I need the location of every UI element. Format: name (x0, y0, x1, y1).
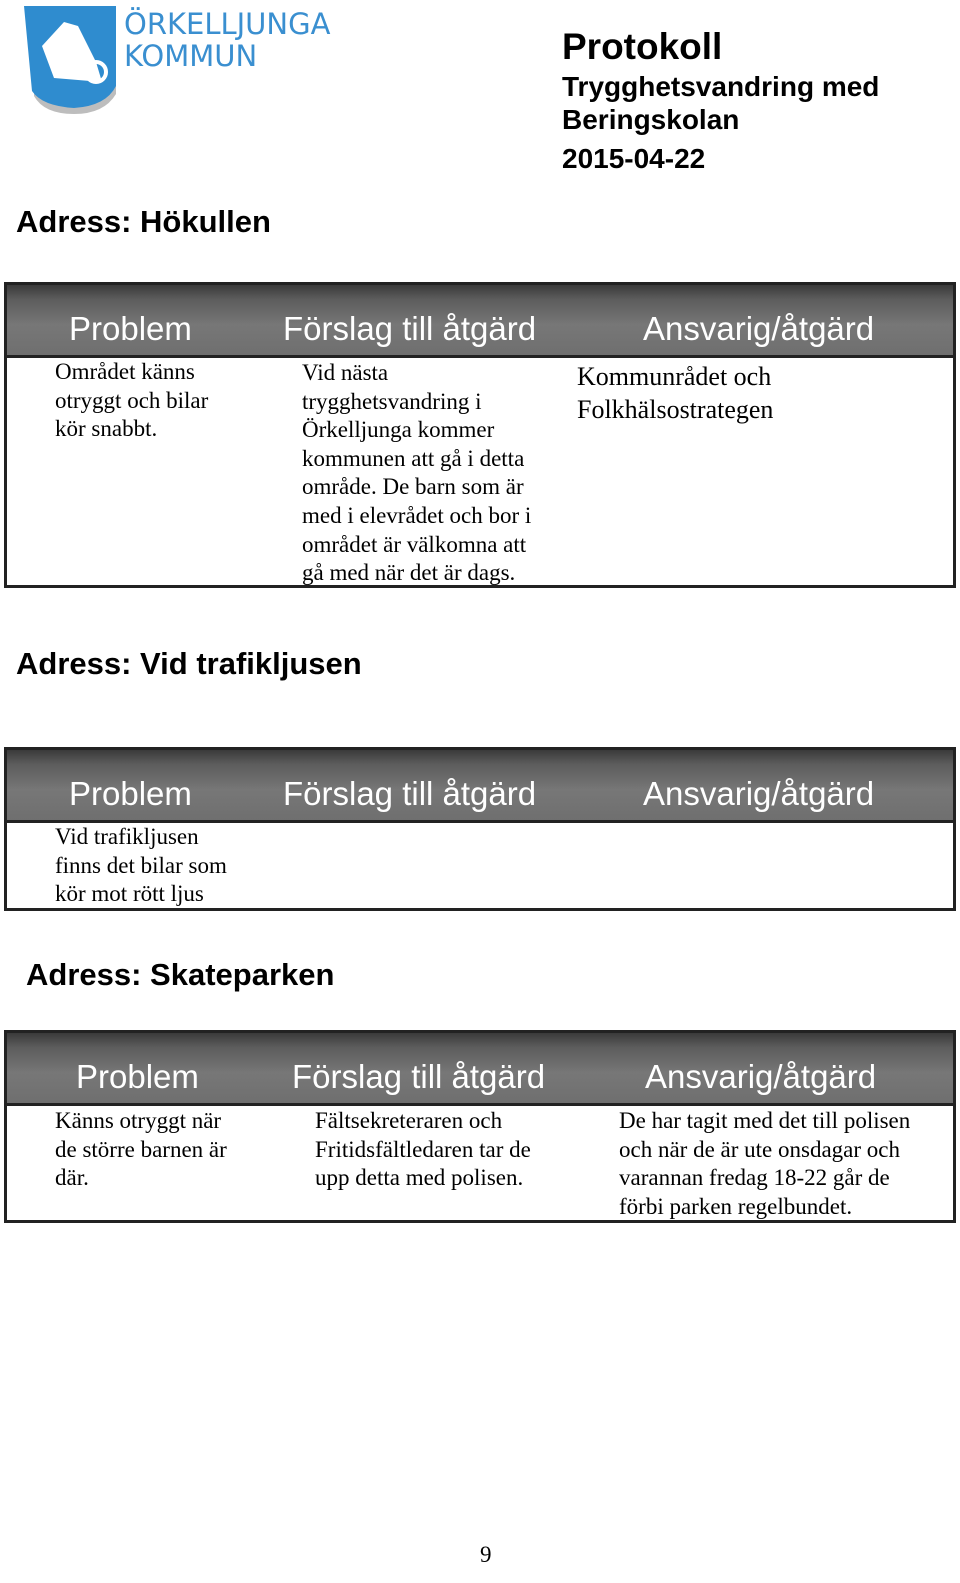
cell-line: förbi parken regelbundet. (619, 1193, 853, 1219)
column-header-responsible: Ansvarig/åtgärd (645, 1058, 877, 1095)
cell-line: kör snabbt. (55, 416, 158, 442)
document-date: 2015-04-22 (562, 143, 706, 174)
cell-line: Området känns (55, 359, 195, 384)
address-heading-hokullen: Adress: Hökullen (16, 204, 271, 239)
cell-proposal (315, 1107, 531, 1193)
cell-line: och när de är ute onsdagar och (619, 1136, 900, 1162)
cell-line: finns det bilar som (55, 852, 227, 878)
cell-line: Vid trafikljusen (55, 824, 199, 849)
cell-responsible (577, 360, 773, 426)
column-header-problem: Problem (76, 1058, 199, 1095)
table-header (7, 285, 953, 358)
subtitle-line-1: Trygghetsvandring med (562, 71, 880, 102)
table-header (7, 750, 953, 823)
cell-line: med i elevrådet och bor i (302, 502, 532, 528)
cell-line: Folkhälsostrategen (577, 395, 774, 424)
cell-responsible (619, 1107, 910, 1221)
column-header-proposal: Förslag till åtgärd (292, 1058, 546, 1095)
cell-line: gå med när det är dags. (302, 560, 516, 586)
page-number: 9 (480, 1542, 492, 1567)
table-hokullen (4, 282, 956, 588)
coat-of-arms-icon (24, 6, 124, 116)
cell-line: de större barnen är (55, 1136, 227, 1162)
cell-line: Fältsekreteraren och (315, 1108, 503, 1133)
address-heading-trafikljusen: Adress: Vid trafikljusen (16, 646, 362, 681)
logo-wordmark (124, 8, 330, 72)
cell-line: kommunen att gå i detta (302, 445, 525, 471)
document-title: Protokoll (562, 26, 723, 67)
cell-line: område. De barn som är (302, 474, 524, 500)
logo-line-1: ÖRKELLJUNGA (124, 7, 331, 41)
cell-line: Örkelljunga kommer (302, 417, 495, 443)
cell-problem (55, 358, 208, 444)
cell-problem (55, 1107, 227, 1193)
cell-problem (55, 823, 227, 909)
document-subtitle (562, 70, 879, 136)
cell-line: kör mot rött ljus (55, 881, 204, 907)
table-header (7, 1033, 953, 1106)
column-header-proposal: Förslag till åtgärd (283, 775, 537, 812)
cell-line: upp detta med polisen. (315, 1165, 524, 1191)
column-header-problem: Problem (69, 775, 192, 812)
table-trafikljusen (4, 747, 956, 911)
cell-line: området är välkomna att (302, 531, 527, 557)
cell-proposal (302, 359, 531, 588)
cell-line: otryggt och bilar (55, 387, 209, 413)
table-skateparken (4, 1030, 956, 1223)
cell-line: Vid nästa (302, 360, 389, 385)
cell-line: där. (55, 1165, 89, 1191)
column-header-problem: Problem (69, 310, 192, 347)
municipality-logo (24, 6, 331, 116)
cell-line: Kommunrådet och (577, 362, 772, 391)
subtitle-line-2: Beringskolan (562, 104, 740, 135)
logo-line-2: KOMMUN (124, 39, 258, 73)
address-heading-skateparken: Adress: Skateparken (26, 957, 335, 992)
cell-line: Känns otryggt när (55, 1108, 222, 1133)
column-header-responsible: Ansvarig/åtgärd (643, 310, 875, 347)
column-header-responsible: Ansvarig/åtgärd (643, 775, 875, 812)
cell-line: varannan fredag 18-22 går de (619, 1165, 890, 1191)
column-header-proposal: Förslag till åtgärd (283, 310, 537, 347)
cell-line: Fritidsfältledaren tar de (315, 1136, 531, 1162)
cell-line: De har tagit med det till polisen (619, 1108, 911, 1133)
cell-line: trygghetsvandring i (302, 388, 482, 414)
